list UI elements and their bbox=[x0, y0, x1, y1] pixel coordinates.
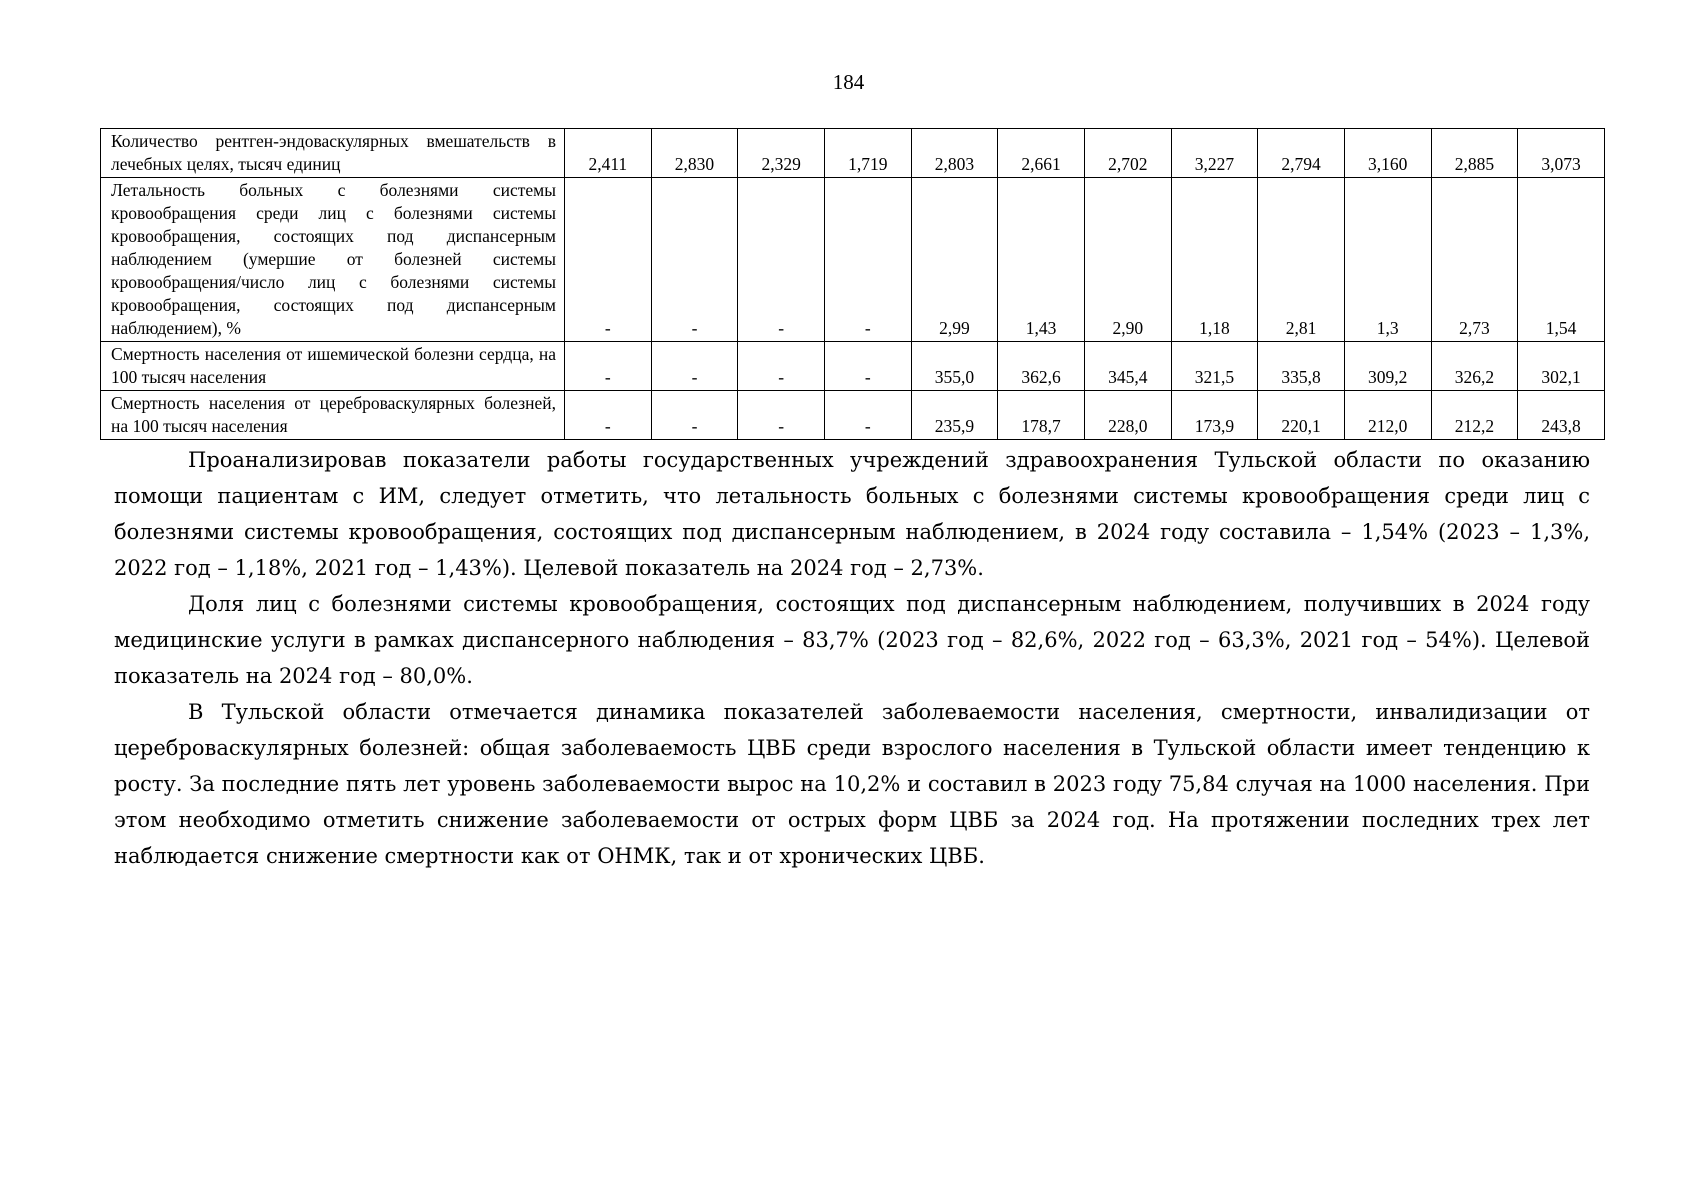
table-cell: 173,9 bbox=[1171, 391, 1258, 440]
table-cell: - bbox=[651, 342, 738, 391]
table-cell: 1,3 bbox=[1344, 178, 1431, 342]
table-row bbox=[101, 129, 1605, 178]
table-cell: 1,18 bbox=[1171, 178, 1258, 342]
table-cell: 2,702 bbox=[1084, 129, 1171, 178]
table-cell: 309,2 bbox=[1344, 342, 1431, 391]
table-cell: 2,411 bbox=[565, 129, 652, 178]
table-cell: 1,43 bbox=[998, 178, 1085, 342]
table-cell: - bbox=[565, 342, 652, 391]
row-label: Смертность населения от цереброваскулярных болезней, на 100 тысяч населения bbox=[101, 391, 565, 440]
table-cell: 212,2 bbox=[1431, 391, 1518, 440]
table-cell: 335,8 bbox=[1258, 342, 1345, 391]
table-cell: 228,0 bbox=[1084, 391, 1171, 440]
paragraph: В Тульской области отмечается динамика показателей заболеваемости населения, смертности, инвалидизации от цереброваскулярных болезней: общая заболеваемость ЦВБ среди взрослого населения в Тульской области имеет тенденцию к росту. За последние пять лет уровень заболеваемости вырос на 10,2% и составил в 2023 году 75,84 случая на 1000 населения. При этом необходимо отметить снижение заболеваемости от острых форм ЦВБ за 2024 год. На протяжении последних трех лет наблюдается снижение смертности как от ОНМК, так и от хронических ЦВБ. bbox=[114, 700, 1590, 868]
page-number: 184 bbox=[832, 70, 865, 94]
table-cell: 2,73 bbox=[1431, 178, 1518, 342]
table-row bbox=[101, 342, 1605, 391]
table-cell: 243,8 bbox=[1518, 391, 1605, 440]
indicators-table bbox=[100, 128, 1605, 440]
table-cell: 2,803 bbox=[911, 129, 998, 178]
table-cell: - bbox=[824, 178, 911, 342]
row-label: Летальность больных с болезнями системы кровообращения среди лиц с болезнями системы кровообращения, состоящих под диспансерным наблюдением (умершие от болезней системы кровообращения/число лиц с болезнями системы кровообращения, состоящих под диспансерным наблюдением), % bbox=[101, 178, 565, 342]
table-cell: 220,1 bbox=[1258, 391, 1345, 440]
table-cell: 2,885 bbox=[1431, 129, 1518, 178]
table-cell: 3,160 bbox=[1344, 129, 1431, 178]
table-cell: - bbox=[565, 178, 652, 342]
body-text bbox=[114, 442, 1590, 874]
table-cell: 2,830 bbox=[651, 129, 738, 178]
paragraph: Проанализировав показатели работы государственных учреждений здравоохранения Тульской области по оказанию помощи пациентам с ИМ, следует отметить, что летальность больных с болезнями системы кровообращения среди лиц с болезнями системы кровообращения, состоящих под диспансерным наблюдением, в 2024 году составила – 1,54% (2023 – 1,3%, 2022 год – 1,18%, 2021 год – 1,43%). Целевой показатель на 2024 год – 2,73%. bbox=[114, 448, 1590, 580]
table-cell: 3,073 bbox=[1518, 129, 1605, 178]
table-cell: 235,9 bbox=[911, 391, 998, 440]
table-cell: - bbox=[651, 178, 738, 342]
table-row bbox=[101, 391, 1605, 440]
table-cell: 362,6 bbox=[998, 342, 1085, 391]
table-cell: 1,54 bbox=[1518, 178, 1605, 342]
table-cell: 321,5 bbox=[1171, 342, 1258, 391]
table-cell: 302,1 bbox=[1518, 342, 1605, 391]
table-cell: 2,81 bbox=[1258, 178, 1345, 342]
table-cell: - bbox=[824, 342, 911, 391]
paragraph: Доля лиц с болезнями системы кровообращения, состоящих под диспансерным наблюдением, получивших в 2024 году медицинские услуги в рамках диспансерного наблюдения – 83,7% (2023 год – 82,6%, 2022 год – 63,3%, 2021 год – 54%). Целевой показатель на 2024 год – 80,0%. bbox=[114, 592, 1590, 688]
table-cell: 2,99 bbox=[911, 178, 998, 342]
table-cell: - bbox=[738, 178, 825, 342]
table-cell: - bbox=[824, 391, 911, 440]
table-cell: - bbox=[565, 391, 652, 440]
table-cell: 178,7 bbox=[998, 391, 1085, 440]
table-cell: 345,4 bbox=[1084, 342, 1171, 391]
table-cell: 2,661 bbox=[998, 129, 1085, 178]
table-cell: 2,794 bbox=[1258, 129, 1345, 178]
table-cell: - bbox=[738, 342, 825, 391]
table-cell: - bbox=[651, 391, 738, 440]
table-cell: 1,719 bbox=[824, 129, 911, 178]
table-cell: 326,2 bbox=[1431, 342, 1518, 391]
table-cell: 355,0 bbox=[911, 342, 998, 391]
table-cell: - bbox=[738, 391, 825, 440]
table-cell: 2,329 bbox=[738, 129, 825, 178]
table-cell: 2,90 bbox=[1084, 178, 1171, 342]
table-cell: 212,0 bbox=[1344, 391, 1431, 440]
table-row bbox=[101, 178, 1605, 342]
row-label: Смертность населения от ишемической болезни сердца, на 100 тысяч населения bbox=[101, 342, 565, 391]
row-label: Количество рентген-эндоваскулярных вмешательств в лечебных целях, тысяч единиц bbox=[101, 129, 565, 178]
table-cell: 3,227 bbox=[1171, 129, 1258, 178]
